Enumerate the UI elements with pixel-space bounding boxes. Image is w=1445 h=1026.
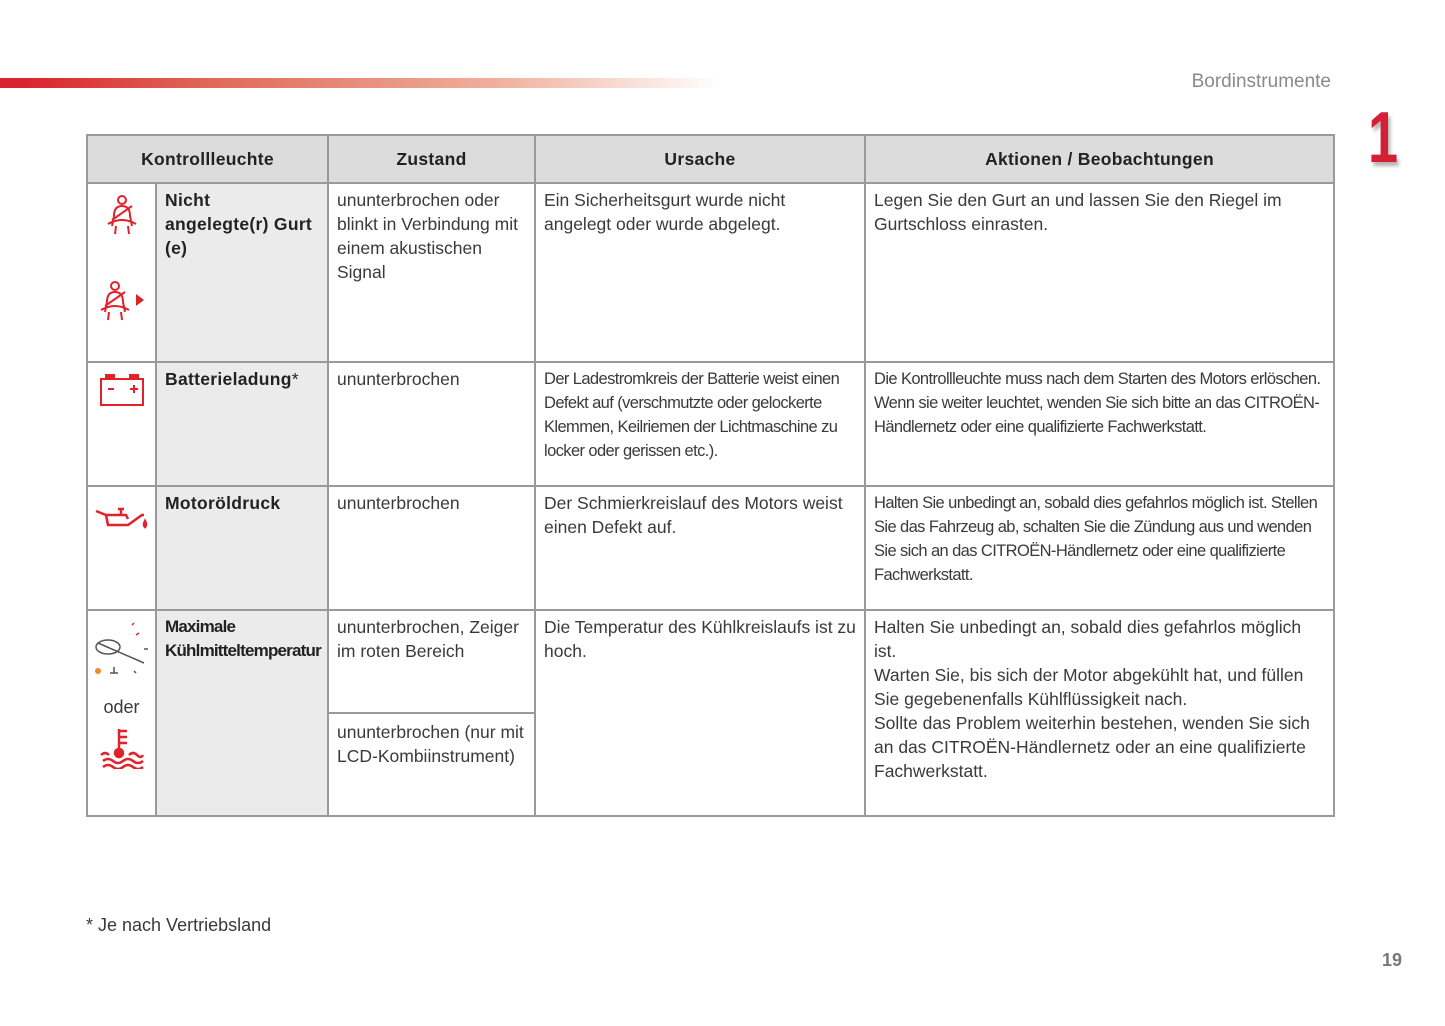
page-number: 19	[1382, 950, 1403, 970]
cause-cell: Der Ladestromkreis der Batterie weist einen Defekt auf (verschmutzte oder gelockerte Klemmen, Keilriemen der Lichtmaschine zu locker oder gerissen etc.).	[535, 362, 865, 486]
seatbelt-icon	[102, 194, 142, 236]
chapter-number: 1	[1368, 98, 1399, 178]
battery-icon	[99, 373, 145, 407]
footnote-marker: *	[291, 369, 299, 389]
action-text: Wenn sie weiter leuchtet, wenden Sie sich bitte an das CITROËN-Händlernetz oder eine qualifizierte Fachwerkstatt.	[874, 394, 1320, 436]
action-cell	[865, 362, 1334, 486]
action-text: Die Kontrollleuchte muss nach dem Starten des Motors erlöschen.	[874, 370, 1321, 388]
column-header: Kontrollleuchte	[87, 135, 328, 183]
state-cell: ununterbrochen oder blinkt in Verbindung mit einem akustischen Signal	[328, 183, 535, 362]
state-cell: ununterbrochen	[328, 486, 535, 610]
action-text: Sollte das Problem weiterhin bestehen, wenden Sie sich an das CITROËN-Händlernetz oder an eine qualifizierte Fachwerkstatt.	[874, 713, 1310, 781]
icon-cell	[87, 183, 156, 362]
coolant-temperature-icon	[99, 727, 145, 769]
warning-lights-table	[86, 134, 1335, 817]
column-header: Zustand	[328, 135, 535, 183]
or-label: oder	[103, 697, 140, 717]
warning-name	[156, 362, 328, 486]
oil-can-icon	[94, 505, 150, 529]
icon-cell	[87, 362, 156, 486]
action-cell	[865, 610, 1334, 816]
icon-cell	[87, 610, 156, 816]
warning-name: Nicht angelegte(r) Gurt (e)	[156, 183, 328, 362]
state-cell: ununterbrochen, Zeiger im roten Bereich	[328, 610, 535, 713]
table-header-row	[87, 135, 1334, 183]
action-text: Halten Sie unbedingt an, sobald dies gefahrlos möglich ist.	[874, 617, 1302, 661]
table-row	[87, 362, 1334, 486]
state-cell: ununterbrochen	[328, 362, 535, 486]
icon-cell	[87, 486, 156, 610]
table-row	[87, 486, 1334, 610]
footnote: * Je nach Vertriebsland	[86, 915, 272, 935]
warning-name: Motoröldruck	[156, 486, 328, 610]
warning-name: Maximale Kühlmitteltemperatur	[156, 610, 328, 816]
header-accent-bar	[0, 78, 720, 88]
state-cell: ununterbrochen (nur mit LCD-Kombiinstrument)	[328, 713, 535, 816]
action-cell: Legen Sie den Gurt an und lassen Sie den Riegel im Gurtschloss einrasten.	[865, 183, 1334, 362]
cause-cell: Der Schmierkreislauf des Motors weist einen Defekt auf.	[535, 486, 865, 610]
action-cell: Halten Sie unbedingt an, sobald dies gefahrlos möglich ist. Stellen Sie das Fahrzeug ab, schalten Sie die Zündung aus und wenden Sie sich an das CITROËN-Händlernetz oder eine qualifizierte Fachwerkstatt.	[865, 486, 1334, 610]
column-header: Aktionen / Beobachtungen	[865, 135, 1334, 183]
seatbelt-blinking-icon	[95, 280, 149, 322]
cause-cell: Die Temperatur des Kühlkreislaufs ist zu hoch.	[535, 610, 865, 816]
section-title: Bordinstrumente	[1191, 71, 1331, 92]
table-row	[87, 610, 1334, 713]
cause-cell: Ein Sicherheitsgurt wurde nicht angelegt oder wurde abgelegt.	[535, 183, 865, 362]
column-header: Ursache	[535, 135, 865, 183]
table-row	[87, 183, 1334, 362]
action-text: Warten Sie, bis sich der Motor abgekühlt hat, und füllen Sie gegebenenfalls Kühlflüssigkeit nach.	[874, 665, 1304, 709]
temperature-gauge-icon	[92, 621, 152, 681]
warning-name-text: Batterieladung	[165, 369, 292, 389]
